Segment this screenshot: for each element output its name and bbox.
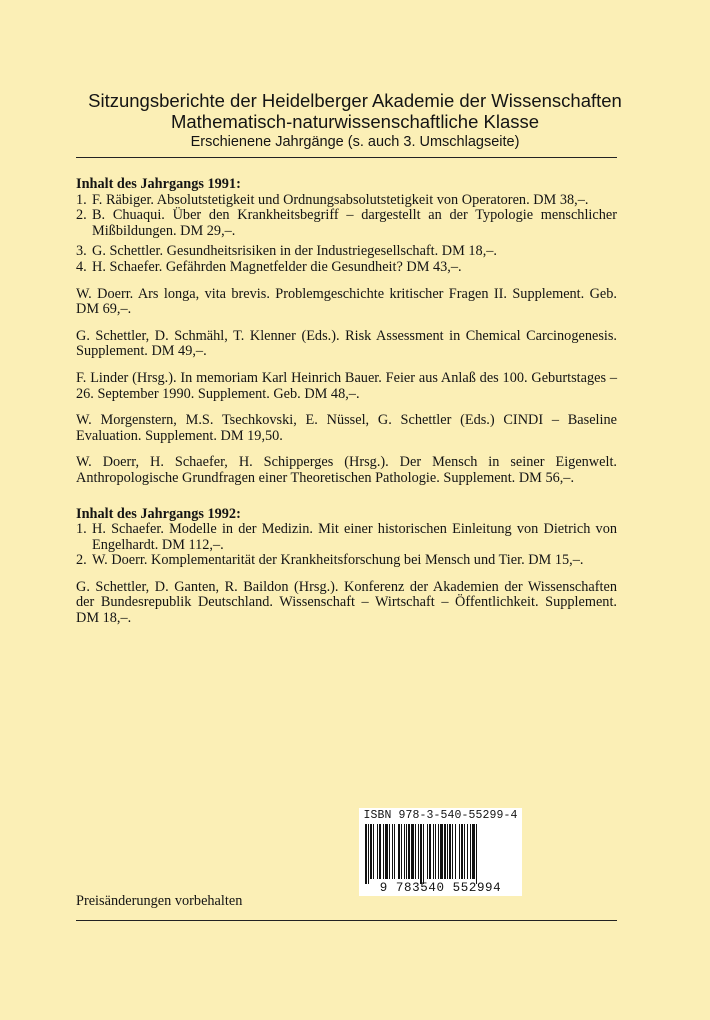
- barcode-bar: [427, 824, 428, 879]
- list-1992: [76, 522, 617, 569]
- header: [0, 90, 710, 152]
- barcode-bar: [404, 824, 405, 879]
- barcode-bar: [420, 824, 422, 884]
- barcode-bar: [418, 824, 419, 879]
- barcode-bar: [415, 824, 416, 879]
- barcode-bar: [368, 824, 369, 884]
- section-title-1991: Inhalt des Jahrgangs 1991:: [76, 176, 241, 192]
- barcode-bar: [429, 824, 431, 879]
- list-item: 4. H. Schaefer. Gefährden Magnetfelder die Gesundheit? DM 43,–.: [76, 258, 462, 275]
- barcode-bar: [423, 824, 424, 884]
- barcode-bar: [370, 824, 372, 879]
- barcode-bar: [385, 824, 388, 879]
- barcode-bar: [447, 824, 448, 879]
- class-title: Mathematisch-naturwissenschaftliche Klasse: [170, 111, 540, 132]
- barcode-bar: [452, 824, 453, 879]
- volumes-subtitle: Erschienene Jahrgänge (s. auch 3. Umschlagseite): [190, 134, 520, 150]
- barcode-bar: [435, 824, 436, 879]
- supplement-entry: W. Morgenstern, M.S. Tsechkovski, E. Nüssel, G. Schettler (Eds.) CINDI – Baseline Evaluation. Supplement. DM 19,50.: [76, 412, 617, 444]
- barcode-bar: [459, 824, 460, 879]
- barcode-bar: [438, 824, 439, 879]
- barcode-bar: [383, 824, 384, 879]
- barcode-bar: [467, 824, 468, 879]
- barcode-bar: [398, 824, 400, 879]
- barcode-bar: [470, 824, 471, 879]
- section-title-1992: Inhalt des Jahrgangs 1992:: [76, 505, 241, 522]
- barcode-bar: [461, 824, 463, 879]
- top-rule: [76, 157, 617, 158]
- barcode-bar: [377, 824, 378, 879]
- price-notice: Preisänderungen vorbehalten: [76, 893, 243, 909]
- supplement-entry: F. Linder (Hrsg.). In memoriam Karl Heinrich Bauer. Feier aus Anlaß des 100. Geburtstages – 26. September 1990. Supplement. Geb. DM 48,–.: [76, 369, 617, 402]
- isbn-label: ISBN 978-3-540-55299-4: [363, 809, 518, 822]
- list-item: 1. F. Räbiger. Absolutstetigkeit und Ordnungsabsolutstetigkeit von Operatoren. DM 38,–.: [76, 191, 589, 208]
- barcode-bar: [394, 824, 395, 879]
- barcode-bar: [406, 824, 407, 879]
- content: [76, 177, 617, 627]
- list-item: 2. W. Doerr. Komplementarität der Krankheitsforschung bei Mensch und Tier. DM 15,–.: [76, 552, 584, 569]
- list-item: 3. G. Schettler. Gesundheitsrisiken in der Industriegesellschaft. DM 18,–.: [76, 243, 497, 260]
- barcode-bar: [444, 824, 446, 879]
- list-item: 2. B. Chuaqui. Über den Krankheitsbegriff – dargestellt an der Typologie menschlicher Mißbildungen. DM 29,–.: [76, 207, 617, 239]
- series-title: Sitzungsberichte der Heidelberger Akademie der Wissenschaften: [88, 90, 622, 111]
- barcode-bar: [379, 824, 381, 879]
- barcode-bar: [401, 824, 402, 879]
- isbn-barcode: [359, 808, 522, 896]
- barcode-bar: [389, 824, 390, 879]
- barcode-bar: [408, 824, 410, 879]
- supplement-entry: G. Schettler, D. Schmähl, T. Klenner (Eds.). Risk Assessment in Chemical Carcinogenesis. Supplement. DM 49,–.: [76, 327, 617, 360]
- ean-number: 9 783540 552994: [379, 881, 502, 895]
- supplement-entry: G. Schettler, D. Ganten, R. Baildon (Hrsg.). Konferenz der Akademien der Wissenschaften der Bundesrepublik Deutschland. Wissenschaft – Wirtschaft – Öffentlichkeit. Supplement. DM 18,–.: [76, 578, 617, 627]
- barcode-bar: [411, 824, 414, 879]
- supplement-entry: W. Doerr. Ars longa, vita brevis. Problemgeschichte kritischer Fragen II. Supplement. Geb. DM 69,–.: [76, 285, 617, 318]
- barcode-bar: [472, 824, 475, 879]
- barcode-bar: [455, 824, 456, 879]
- barcode-bar: [373, 824, 374, 879]
- barcode-bar: [464, 824, 465, 879]
- list-item: 1. H. Schaefer. Modelle in der Medizin. Mit einer historischen Einleitung von Dietrich von Engelhardt. DM 112,–.: [76, 521, 617, 553]
- barcode-bar: [365, 824, 367, 884]
- bottom-rule: [76, 920, 617, 921]
- list-1991: [76, 193, 617, 276]
- barcode-bar: [440, 824, 443, 879]
- barcode-bar: [449, 824, 451, 879]
- supplement-entry: W. Doerr, H. Schaefer, H. Schipperges (Hrsg.). Der Mensch in seiner Eigenwelt. Anthropologische Grundfragen einer Theoretischen Pathologie. Supplement. DM 56,–.: [76, 454, 617, 486]
- barcode-bar: [476, 824, 477, 884]
- barcode-bar: [392, 824, 393, 879]
- barcode-bar: [433, 824, 434, 879]
